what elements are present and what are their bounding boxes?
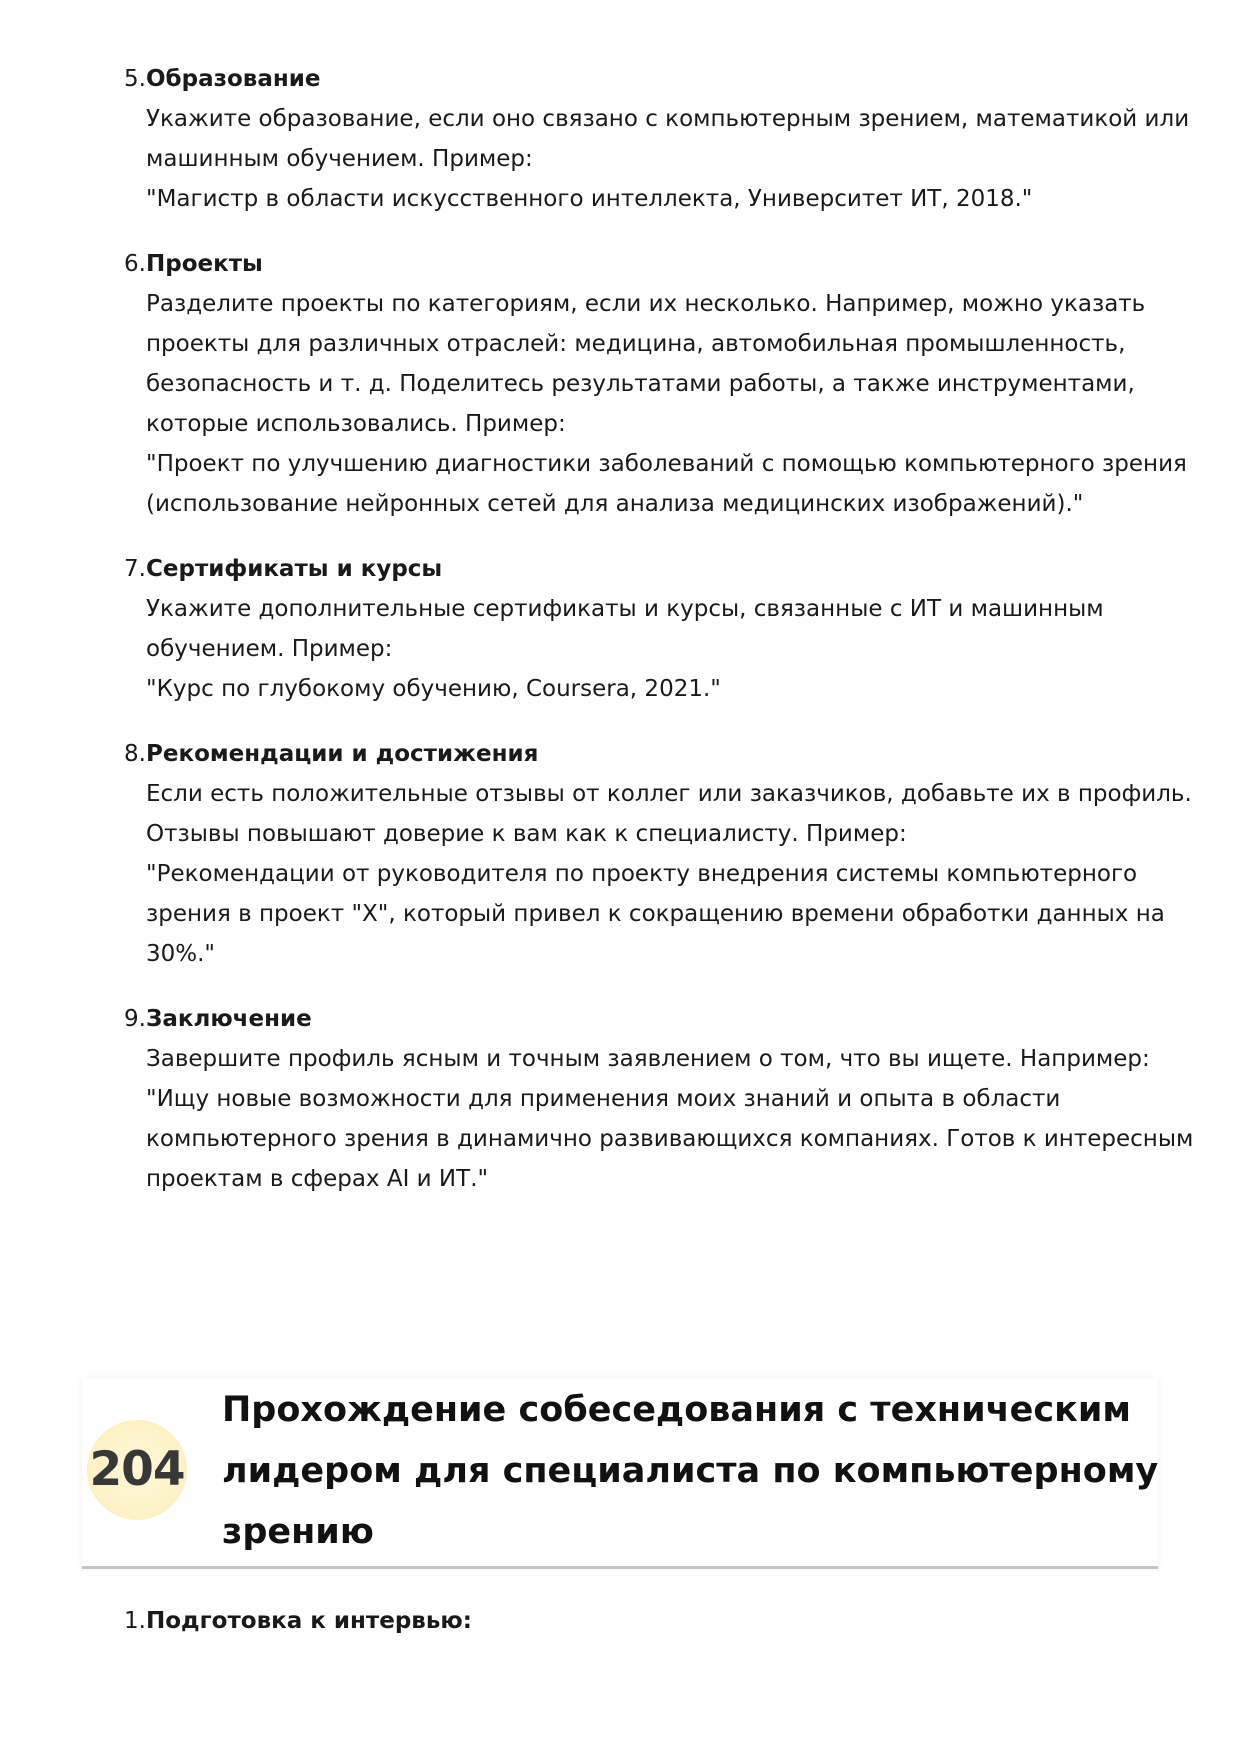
list-item-number: 5. bbox=[124, 66, 146, 92]
section-title bbox=[222, 1380, 1159, 1563]
list-item-heading: Проекты bbox=[146, 251, 263, 277]
list-item-text: компьютерного зрения в динамично развивающихся компаниях. Готов к интересным bbox=[146, 1126, 1194, 1152]
list-item-text: "Курс по глубокому обучению, Coursera, 2021." bbox=[146, 676, 721, 702]
section-title-line: зрению bbox=[222, 1512, 374, 1552]
list-item-text: которые использовались. Пример: bbox=[146, 411, 566, 437]
list-item-text: обучением. Пример: bbox=[146, 636, 393, 662]
list-item-heading: Сертификаты и курсы bbox=[146, 556, 443, 582]
list-item-text: Если есть положительные отзывы от коллег или заказчиков, добавьте их в профиль. bbox=[146, 781, 1192, 807]
list-item-text: "Магистр в области искусственного интеллекта, Университет ИТ, 2018." bbox=[146, 186, 1033, 212]
list-item-heading: Рекомендации и достижения bbox=[146, 741, 539, 767]
list-item-text: "Ищу новые возможности для применения моих знаний и опыта в области bbox=[146, 1086, 1061, 1112]
list-item-text: Разделите проекты по категориям, если их несколько. Например, можно указать bbox=[146, 291, 1146, 317]
list-item-heading: Заключение bbox=[146, 1006, 312, 1032]
list-item-text: "Рекомендации от руководителя по проекту внедрения системы компьютерного bbox=[146, 861, 1138, 887]
list-item-text: Укажите дополнительные сертификаты и курсы, связанные с ИТ и машинным bbox=[146, 596, 1104, 622]
section-number: 204 bbox=[89, 1442, 185, 1497]
list-item-text: (использование нейронных сетей для анализа медицинских изображений)." bbox=[146, 491, 1084, 517]
list-item-number: 6. bbox=[124, 251, 146, 277]
list-item-text: Укажите образование, если оно связано с компьютерным зрением, математикой или bbox=[146, 106, 1190, 132]
list-item-text: проектам в сферах AI и ИТ." bbox=[146, 1166, 489, 1192]
list-item-number: 7. bbox=[124, 556, 146, 582]
list-item-text: безопасность и т. д. Поделитесь результатами работы, а также инструментами, bbox=[146, 371, 1135, 397]
list-item-text: 30%." bbox=[146, 941, 216, 967]
list-item-text: машинным обучением. Пример: bbox=[146, 146, 533, 172]
list-item-text: Завершите профиль ясным и точным заявлением о том, что вы ищете. Например: bbox=[146, 1046, 1150, 1072]
list-item-heading: Образование bbox=[146, 66, 321, 92]
list-item-number: 9. bbox=[124, 1006, 146, 1032]
list-item-number: 8. bbox=[124, 741, 146, 767]
list-item-text: Отзывы повышают доверие к вам как к специалисту. Пример: bbox=[146, 821, 907, 847]
section-title-line: лидером для специалиста по компьютерному bbox=[222, 1451, 1159, 1491]
list-item-number: 1. bbox=[124, 1608, 146, 1634]
list-item-text: "Проект по улучшению диагностики заболеваний с помощью компьютерного зрения bbox=[146, 451, 1187, 477]
list-item-text: зрения в проект "X", который привел к сокращению времени обработки данных на bbox=[146, 901, 1165, 927]
section-title-line: Прохождение собеседования с техническим bbox=[222, 1390, 1132, 1430]
list-item-text: проекты для различных отраслей: медицина, автомобильная промышленность, bbox=[146, 331, 1126, 357]
list-item-heading: Подготовка к интервью: bbox=[146, 1608, 472, 1634]
